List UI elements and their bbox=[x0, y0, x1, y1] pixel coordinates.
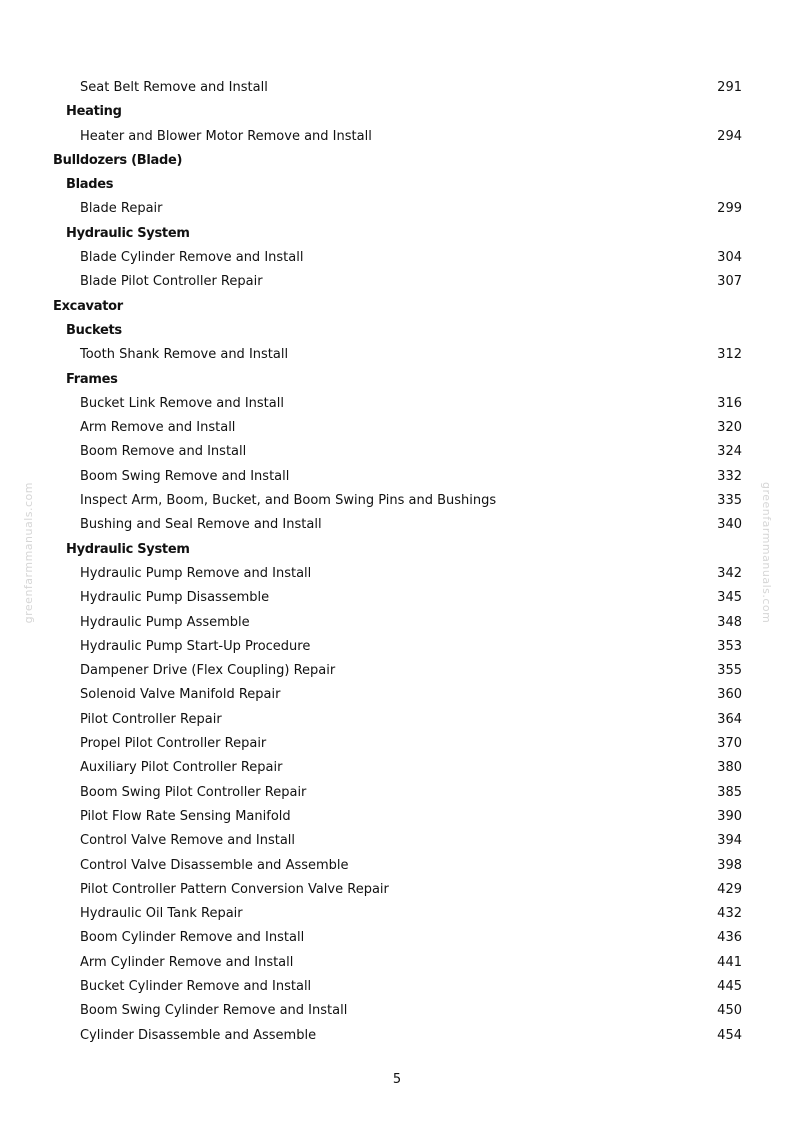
toc-entry-title: Auxiliary Pilot Controller Repair bbox=[80, 760, 283, 776]
toc-entry-page-number: 385 bbox=[717, 784, 742, 800]
toc-entry-title: Hydraulic Pump Assemble bbox=[80, 614, 250, 630]
toc-entry-title: Boom Swing Remove and Install bbox=[80, 468, 290, 484]
toc-entry-page-number: 450 bbox=[717, 1003, 742, 1019]
toc-entry-title: Boom Cylinder Remove and Install bbox=[80, 930, 305, 946]
toc-entry-title: Pilot Controller Pattern Conversion Valve Repair bbox=[80, 881, 389, 897]
toc-entry-title: Blades bbox=[66, 177, 114, 193]
toc-entry-title: Seat Belt Remove and Install bbox=[80, 80, 268, 95]
watermark-right: greenfarmmanuals.com bbox=[760, 482, 773, 624]
toc-entry-title: Hydraulic Oil Tank Repair bbox=[80, 906, 243, 922]
toc-entry[interactable] bbox=[0, 270, 794, 294]
table-of-contents bbox=[0, 76, 794, 1048]
toc-entry[interactable] bbox=[0, 975, 794, 999]
toc-entry-page-number: 390 bbox=[717, 808, 742, 824]
toc-entry[interactable] bbox=[0, 999, 794, 1023]
toc-entry-title: Boom Swing Cylinder Remove and Install bbox=[80, 1003, 348, 1019]
toc-entry[interactable] bbox=[0, 878, 794, 902]
toc-entry-title: Solenoid Valve Manifold Repair bbox=[80, 687, 281, 703]
toc-entry[interactable] bbox=[0, 611, 794, 635]
toc-entry[interactable] bbox=[0, 197, 794, 221]
toc-section-heading bbox=[0, 222, 794, 246]
toc-entry-title: Bucket Cylinder Remove and Install bbox=[80, 978, 312, 994]
toc-entry-page-number: 348 bbox=[717, 614, 742, 630]
toc-entry[interactable] bbox=[0, 854, 794, 878]
toc-entry[interactable] bbox=[0, 708, 794, 732]
toc-entry-title: Bushing and Seal Remove and Install bbox=[80, 517, 322, 533]
toc-entry-page-number: 299 bbox=[717, 201, 742, 217]
toc-entry-page-number: 454 bbox=[717, 1027, 742, 1043]
watermark-left: greenfarmmanuals.com bbox=[22, 482, 35, 624]
toc-entry-title: Arm Cylinder Remove and Install bbox=[80, 954, 294, 970]
toc-entry-page-number: 291 bbox=[717, 80, 742, 95]
toc-entry[interactable] bbox=[0, 756, 794, 780]
toc-section-heading bbox=[0, 368, 794, 392]
toc-entry[interactable] bbox=[0, 76, 794, 100]
toc-entry-title: Pilot Flow Rate Sensing Manifold bbox=[80, 808, 291, 824]
toc-entry-title: Inspect Arm, Boom, Bucket, and Boom Swing Pins and Bushings bbox=[80, 493, 497, 509]
toc-entry-page-number: 398 bbox=[717, 857, 742, 873]
toc-entry-title: Bucket Link Remove and Install bbox=[80, 395, 284, 411]
toc-entry-title: Hydraulic Pump Start-Up Procedure bbox=[80, 638, 311, 654]
toc-entry-page-number: 294 bbox=[717, 128, 742, 144]
toc-entry[interactable] bbox=[0, 829, 794, 853]
toc-entry[interactable] bbox=[0, 635, 794, 659]
toc-entry[interactable] bbox=[0, 805, 794, 829]
toc-entry[interactable] bbox=[0, 489, 794, 513]
toc-entry-page-number: 370 bbox=[717, 736, 742, 752]
toc-entry-page-number: 364 bbox=[717, 711, 742, 727]
toc-entry-page-number: 312 bbox=[717, 347, 742, 363]
toc-entry[interactable] bbox=[0, 1024, 794, 1048]
toc-entry-page-number: 320 bbox=[717, 420, 742, 436]
toc-entry-page-number: 445 bbox=[717, 978, 742, 994]
toc-entry[interactable] bbox=[0, 513, 794, 537]
toc-entry[interactable] bbox=[0, 781, 794, 805]
toc-entry-page-number: 307 bbox=[717, 274, 742, 290]
toc-entry-page-number: 429 bbox=[717, 881, 742, 897]
toc-entry-page-number: 353 bbox=[717, 638, 742, 654]
toc-section-heading bbox=[0, 173, 794, 197]
toc-entry-page-number: 380 bbox=[717, 760, 742, 776]
page-number: 5 bbox=[392, 1072, 402, 1087]
toc-entry[interactable] bbox=[0, 683, 794, 707]
toc-entry-title: Hydraulic System bbox=[66, 541, 190, 557]
toc-entry-title: Dampener Drive (Flex Coupling) Repair bbox=[80, 663, 336, 679]
toc-entry[interactable] bbox=[0, 902, 794, 926]
toc-entry-title: Boom Remove and Install bbox=[80, 444, 247, 460]
toc-entry-title: Hydraulic System bbox=[66, 225, 190, 241]
toc-entry-page-number: 432 bbox=[717, 906, 742, 922]
toc-section-heading bbox=[0, 538, 794, 562]
toc-entry[interactable] bbox=[0, 392, 794, 416]
toc-entry-page-number: 342 bbox=[717, 565, 742, 581]
toc-entry-page-number: 360 bbox=[717, 687, 742, 703]
toc-entry-page-number: 394 bbox=[717, 833, 742, 849]
toc-entry[interactable] bbox=[0, 659, 794, 683]
toc-entry[interactable] bbox=[0, 562, 794, 586]
toc-section-heading bbox=[0, 319, 794, 343]
toc-entry[interactable] bbox=[0, 926, 794, 950]
toc-entry[interactable] bbox=[0, 343, 794, 367]
toc-entry-page-number: 340 bbox=[717, 517, 742, 533]
toc-entry[interactable] bbox=[0, 125, 794, 149]
toc-entry-page-number: 304 bbox=[717, 250, 742, 266]
toc-entry-page-number: 355 bbox=[717, 663, 742, 679]
toc-entry[interactable] bbox=[0, 416, 794, 440]
toc-entry[interactable] bbox=[0, 732, 794, 756]
toc-entry-title: Blade Cylinder Remove and Install bbox=[80, 250, 304, 266]
toc-entry-page-number: 345 bbox=[717, 590, 742, 606]
toc-entry-title: Heater and Blower Motor Remove and Install bbox=[80, 128, 372, 144]
toc-entry[interactable] bbox=[0, 246, 794, 270]
toc-section-heading bbox=[0, 295, 794, 319]
toc-section-heading bbox=[0, 100, 794, 124]
toc-entry-title: Excavator bbox=[53, 298, 123, 314]
toc-entry[interactable] bbox=[0, 586, 794, 610]
toc-entry-title: Hydraulic Pump Disassemble bbox=[80, 590, 270, 606]
toc-entry-title: Heating bbox=[66, 104, 122, 120]
toc-entry[interactable] bbox=[0, 465, 794, 489]
toc-entry-title: Control Valve Remove and Install bbox=[80, 833, 296, 849]
toc-entry-page-number: 316 bbox=[717, 395, 742, 411]
toc-entry-title: Frames bbox=[66, 371, 118, 387]
toc-entry-title: Control Valve Disassemble and Assemble bbox=[80, 857, 349, 873]
toc-entry[interactable] bbox=[0, 951, 794, 975]
toc-entry-title: Cylinder Disassemble and Assemble bbox=[80, 1027, 317, 1043]
toc-entry-title: Bulldozers (Blade) bbox=[53, 152, 183, 168]
toc-entry-title: Propel Pilot Controller Repair bbox=[80, 736, 267, 752]
toc-entry-page-number: 436 bbox=[717, 930, 742, 946]
toc-entry-page-number: 324 bbox=[717, 444, 742, 460]
toc-entry-title: Arm Remove and Install bbox=[80, 420, 236, 436]
toc-entry-page-number: 335 bbox=[717, 493, 742, 509]
toc-entry-title: Buckets bbox=[66, 322, 122, 338]
toc-entry-title: Hydraulic Pump Remove and Install bbox=[80, 565, 312, 581]
toc-entry-title: Pilot Controller Repair bbox=[80, 711, 222, 727]
toc-entry[interactable] bbox=[0, 440, 794, 464]
toc-entry-title: Blade Repair bbox=[80, 201, 163, 217]
toc-entry-page-number: 332 bbox=[717, 468, 742, 484]
toc-entry-page-number: 441 bbox=[717, 954, 742, 970]
toc-entry-title: Blade Pilot Controller Repair bbox=[80, 274, 263, 290]
toc-entry-title: Tooth Shank Remove and Install bbox=[80, 347, 289, 363]
toc-entry-title: Boom Swing Pilot Controller Repair bbox=[80, 784, 307, 800]
toc-section-heading bbox=[0, 149, 794, 173]
